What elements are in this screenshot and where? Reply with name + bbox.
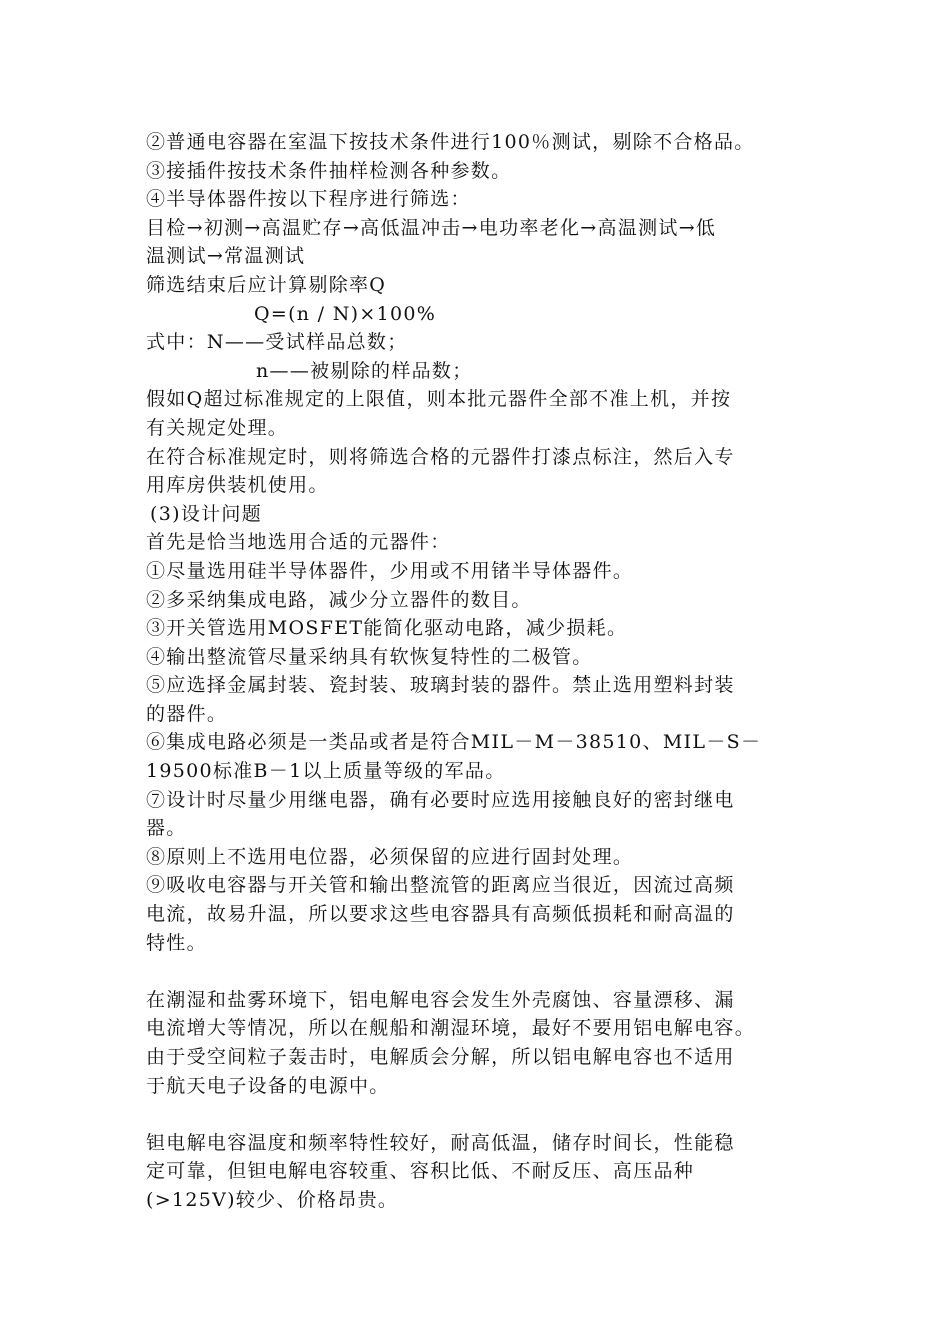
- list-item: ③开关管选用MOSFET能简化驱动电路，减少损耗。: [146, 617, 628, 640]
- list-item: 电流，故易升温，所以要求这些电容器具有高频低损耗和耐高温的: [146, 903, 735, 926]
- list-item: ④半导体器件按以下程序进行筛选：: [146, 188, 471, 211]
- paragraph-line: 在符合标准规定时，则将筛选合格的元器件打漆点标注，然后入专: [146, 445, 735, 468]
- paragraph-line: (>125V)较少、价格昂贵。: [146, 1188, 399, 1211]
- list-item: ②普通电容器在室温下按技术条件进行100％测试，剔除不合格品。: [146, 131, 755, 153]
- procedure-line: 温测试→常温测试: [146, 245, 306, 268]
- paragraph-line: 于航天电子设备的电源中。: [146, 1074, 390, 1097]
- list-item: ⑤应选择金属封装、瓷封装、玻璃封装的器件。禁止选用塑料封装: [146, 674, 735, 697]
- list-item: 的器件。: [146, 702, 228, 725]
- list-item: ②多采纳集成电路，减少分立器件的数目。: [146, 588, 532, 611]
- paragraph-line: 假如Q超过标准规定的上限值，则本批元器件全部不准上机，并按: [146, 388, 732, 411]
- section-title: (3)设计问题: [150, 502, 263, 525]
- list-item: ⑨吸收电容器与开关管和输出整流管的距离应当很近，因流过高频: [146, 874, 735, 897]
- formula: Q=(n / N)×100%: [254, 302, 437, 325]
- list-item: ⑧原则上不选用电位器，必须保留的应进行固封处理。: [146, 845, 634, 868]
- paragraph-line: 在潮湿和盐雾环境下，铝电解电容会发生外壳腐蚀、容量漂移、漏: [146, 988, 735, 1011]
- list-item: ⑦设计时尽量少用继电器，确有必要时应选用接触良好的密封继电: [146, 788, 735, 811]
- paragraph-line: 用库房供装机使用。: [146, 474, 329, 497]
- list-item: 器。: [146, 817, 187, 840]
- list-item: 特性。: [146, 931, 207, 954]
- paragraph-line: 钽电解电容温度和频率特性较好，耐高低温，储存时间长，性能稳: [146, 1131, 735, 1154]
- paragraph-line: 电流增大等情况，所以在舰船和潮湿环境，最好不要用铝电解电容。: [146, 1017, 756, 1040]
- blank-line: [146, 957, 826, 986]
- where-line: 式中：N——受试样品总数；: [146, 331, 408, 354]
- where-line: n——被剔除的样品数；: [256, 359, 473, 382]
- list-item: 19500标准B－1以上质量等级的军品。: [146, 760, 506, 783]
- paragraph-line: 由于受空间粒子轰击时，电解质会分解，所以铝电解电容也不适用: [146, 1046, 735, 1068]
- document-page: [146, 128, 826, 1215]
- rate-intro: 筛选结束后应计算剔除率Q: [146, 273, 387, 296]
- list-item: ⑥集成电路必须是一类品或者是符合MIL－M－38510、MIL－S－: [146, 731, 762, 754]
- list-item: ①尽量选用硅半导体器件，少用或不用锗半导体器件。: [146, 559, 634, 582]
- paragraph-line: 有关规定处理。: [146, 416, 289, 439]
- list-item: ③接插件按技术条件抽样检测各种参数。: [146, 159, 512, 182]
- paragraph-line: 定可靠，但钽电解电容较重、容积比低、不耐反压、高压品种: [146, 1160, 695, 1183]
- design-intro: 首先是恰当地选用合适的元器件：: [146, 531, 451, 554]
- procedure-line: 目检→初测→高温贮存→高低温冲击→电功率老化→高温测试→低: [146, 216, 717, 239]
- list-item: ④输出整流管尽量采纳具有软恢复特性的二极管。: [146, 645, 593, 668]
- blank-line: [146, 1100, 826, 1129]
